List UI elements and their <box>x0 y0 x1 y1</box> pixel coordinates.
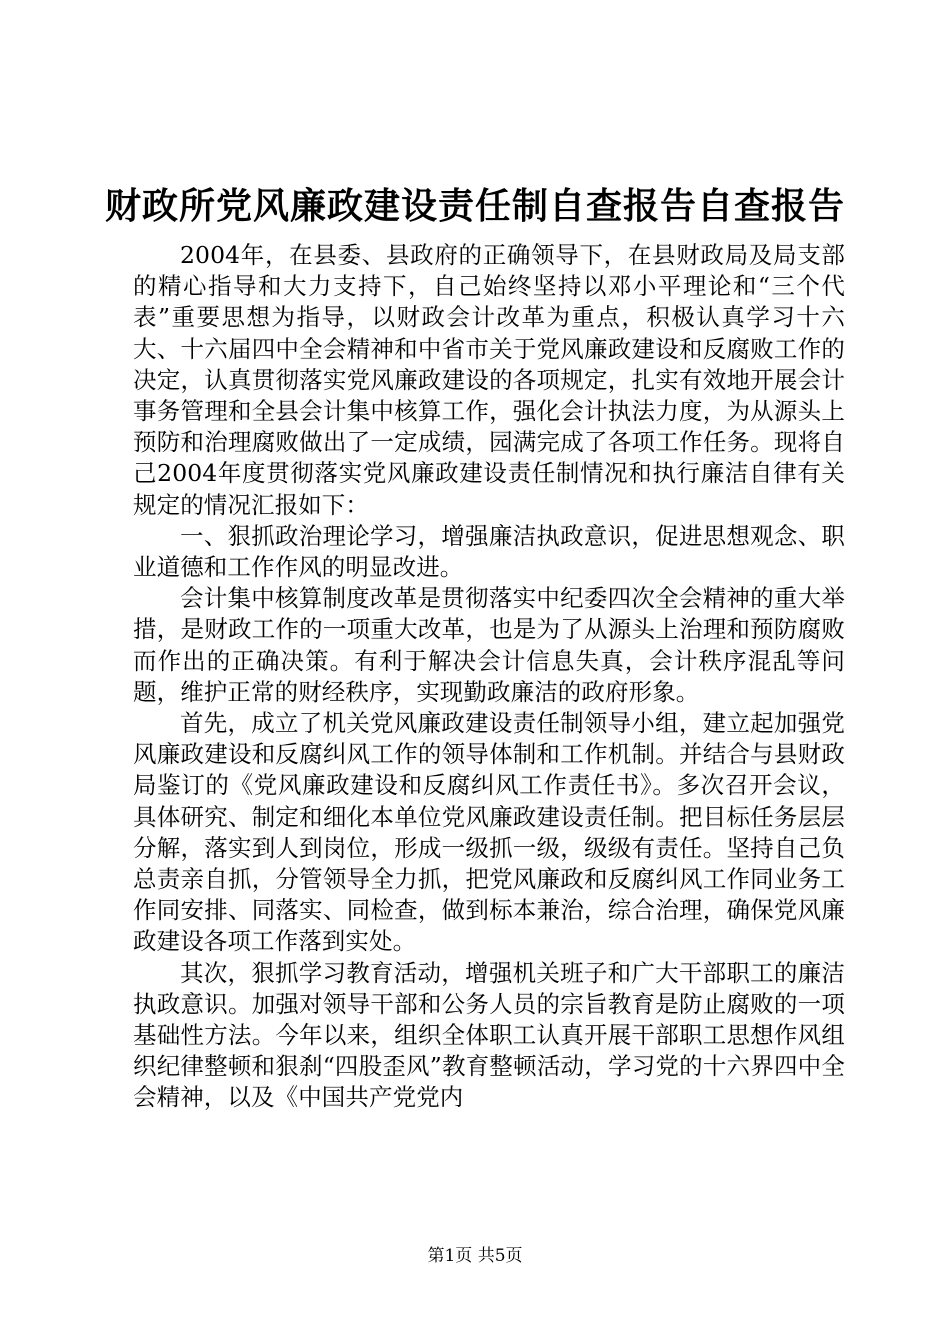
document-body <box>133 240 845 1114</box>
paragraph-first: 首先，成立了机关党风廉政建设责任制领导小组，建立起加强党风廉政建设和反腐纠风工作的领导体制和工作机制。并结合与县财政局鉴订的《党风廉政建设和反腐纠风工作责任书》。多次召开会议，具体研究、制定和细化本单位党风廉政建设责任制。把目标任务层层分解，落实到人到岗位，形成一级抓一级，级级有责任。坚持自己负总责亲自抓，分管领导全力抓，把党风廉政和反腐纠风工作同业务工作同安排、同落实、同检查，做到标本兼治，综合治理，确保党风廉政建设各项工作落到实处。 <box>133 709 845 956</box>
paragraph-second: 其次，狠抓学习教育活动，增强机关班子和广大干部职工的廉洁执政意识。加强对领导干部和公务人员的宗旨教育是防止腐败的一项基础性方法。今年以来，组织全体职工认真开展干部职工思想作风组织纪律整顿和狠刹“四股歪风”教育整顿活动，学习党的十六界四中全会精神，以及《中国共产党党内 <box>133 958 845 1112</box>
document-title: 财政所党风廉政建设责任制自查报告自查报告 <box>104 185 845 227</box>
paragraph-section-one-heading: 一、狠抓政治理论学习，增强廉洁执政意识，促进思想观念、职业道德和工作作风的明显改进。 <box>133 521 845 582</box>
page-number-footer: 第1页 共5页 <box>427 1246 523 1266</box>
paragraph-intro: 2004年，在县委、县政府的正确领导下，在县财政局及局支部的精心指导和大力支持下，自己始终坚持以邓小平理论和“三个代表”重要思想为指导，以财政会计改革为重点，积极认真学习十六大、十六届四中全会精神和中省市关于党风廉政建设和反腐败工作的决定，认真贯彻落实党风廉政建设的各项规定，扎实有效地开展会计事务管理和全县会计集中核算工作，强化会计执法力度，为从源头上预防和治理腐败做出了一定成绩，园满完成了各项工作任务。现将自己2004年度贯彻落实党风廉政建设责任制情况和执行廉洁自律有关规定的情况汇报如下： <box>133 241 845 519</box>
paragraph-accounting-reform: 会计集中核算制度改革是贯彻落实中纪委四次全会精神的重大举措，是财政工作的一项重大改革，也是为了从源头上治理和预防腐败而作出的正确决策。有利于解决会计信息失真，会计秩序混乱等问题，维护正常的财经秩序，实现勤政廉洁的政府形象。 <box>133 584 845 706</box>
